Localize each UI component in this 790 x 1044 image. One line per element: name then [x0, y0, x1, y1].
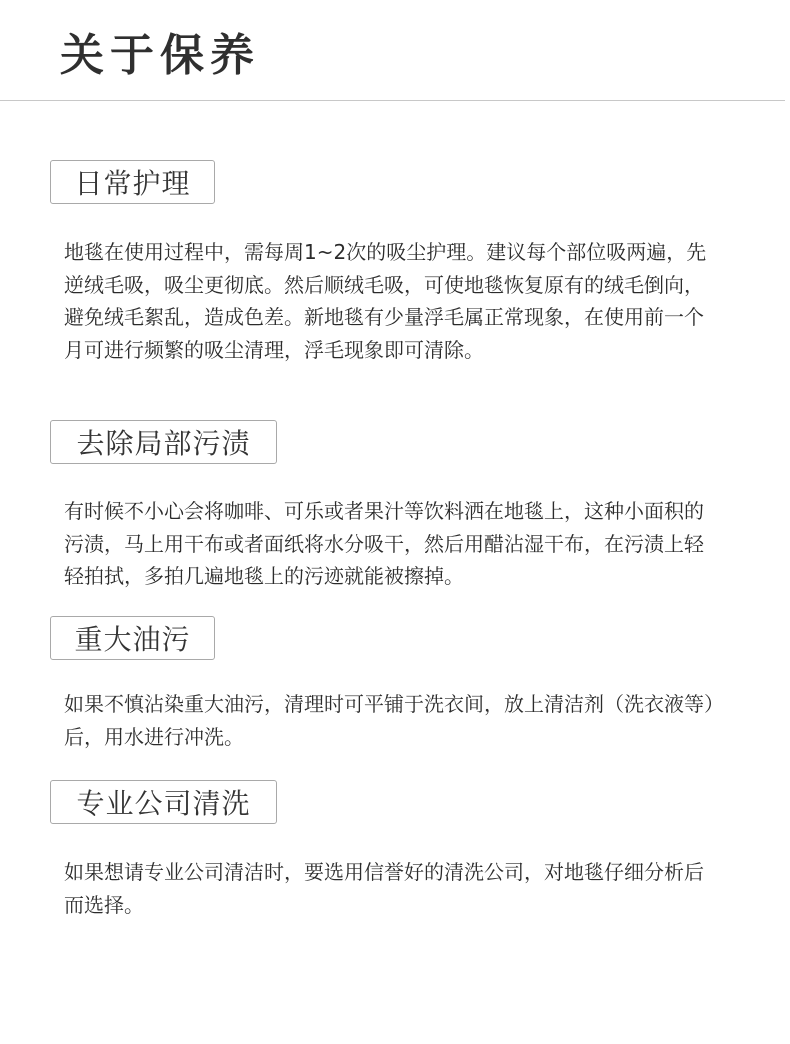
section-label-box — [50, 160, 215, 204]
section-label: 日常护理 — [74, 167, 191, 200]
section-text: 地毯在使用过程中，需每周1~2次的吸尘护理。建议每个部位吸两遍，先逆绒毛吸，吸尘更彻底。然后顺绒毛吸，可使地毯恢复原有的绒毛倒向，避免绒毛絮乱，造成色差。新地毯有少量浮毛属正常现象，在使用前一个月可进行频繁的吸尘清理，浮毛现象即可清除。 — [64, 240, 707, 362]
section-label-box — [50, 616, 215, 660]
section-label: 重大油污 — [74, 623, 191, 656]
page-title: 关于保养 — [60, 30, 260, 81]
section-text: 如果想请专业公司清洁时，要选用信誉好的清洗公司，对地毯仔细分析后而选择。 — [64, 860, 704, 917]
section-text: 如果不慎沾染重大油污，清理时可平铺于洗衣间，放上清洁剂（洗衣液等）后，用水进行冲洗。 — [64, 692, 714, 749]
section-label: 专业公司清洗 — [76, 787, 251, 820]
section-label-box — [50, 780, 277, 824]
section-label: 去除局部污渍 — [76, 427, 251, 460]
section-label-box — [50, 420, 277, 464]
section-text: 有时候不小心会将咖啡、可乐或者果汁等饮料洒在地毯上，这种小面积的污渍，马上用干布或者面纸将水分吸干，然后用醋沾湿干布，在污渍上轻轻拍拭，多拍几遍地毯上的污迹就能被擦掉。 — [64, 499, 704, 588]
title-divider — [0, 100, 785, 101]
